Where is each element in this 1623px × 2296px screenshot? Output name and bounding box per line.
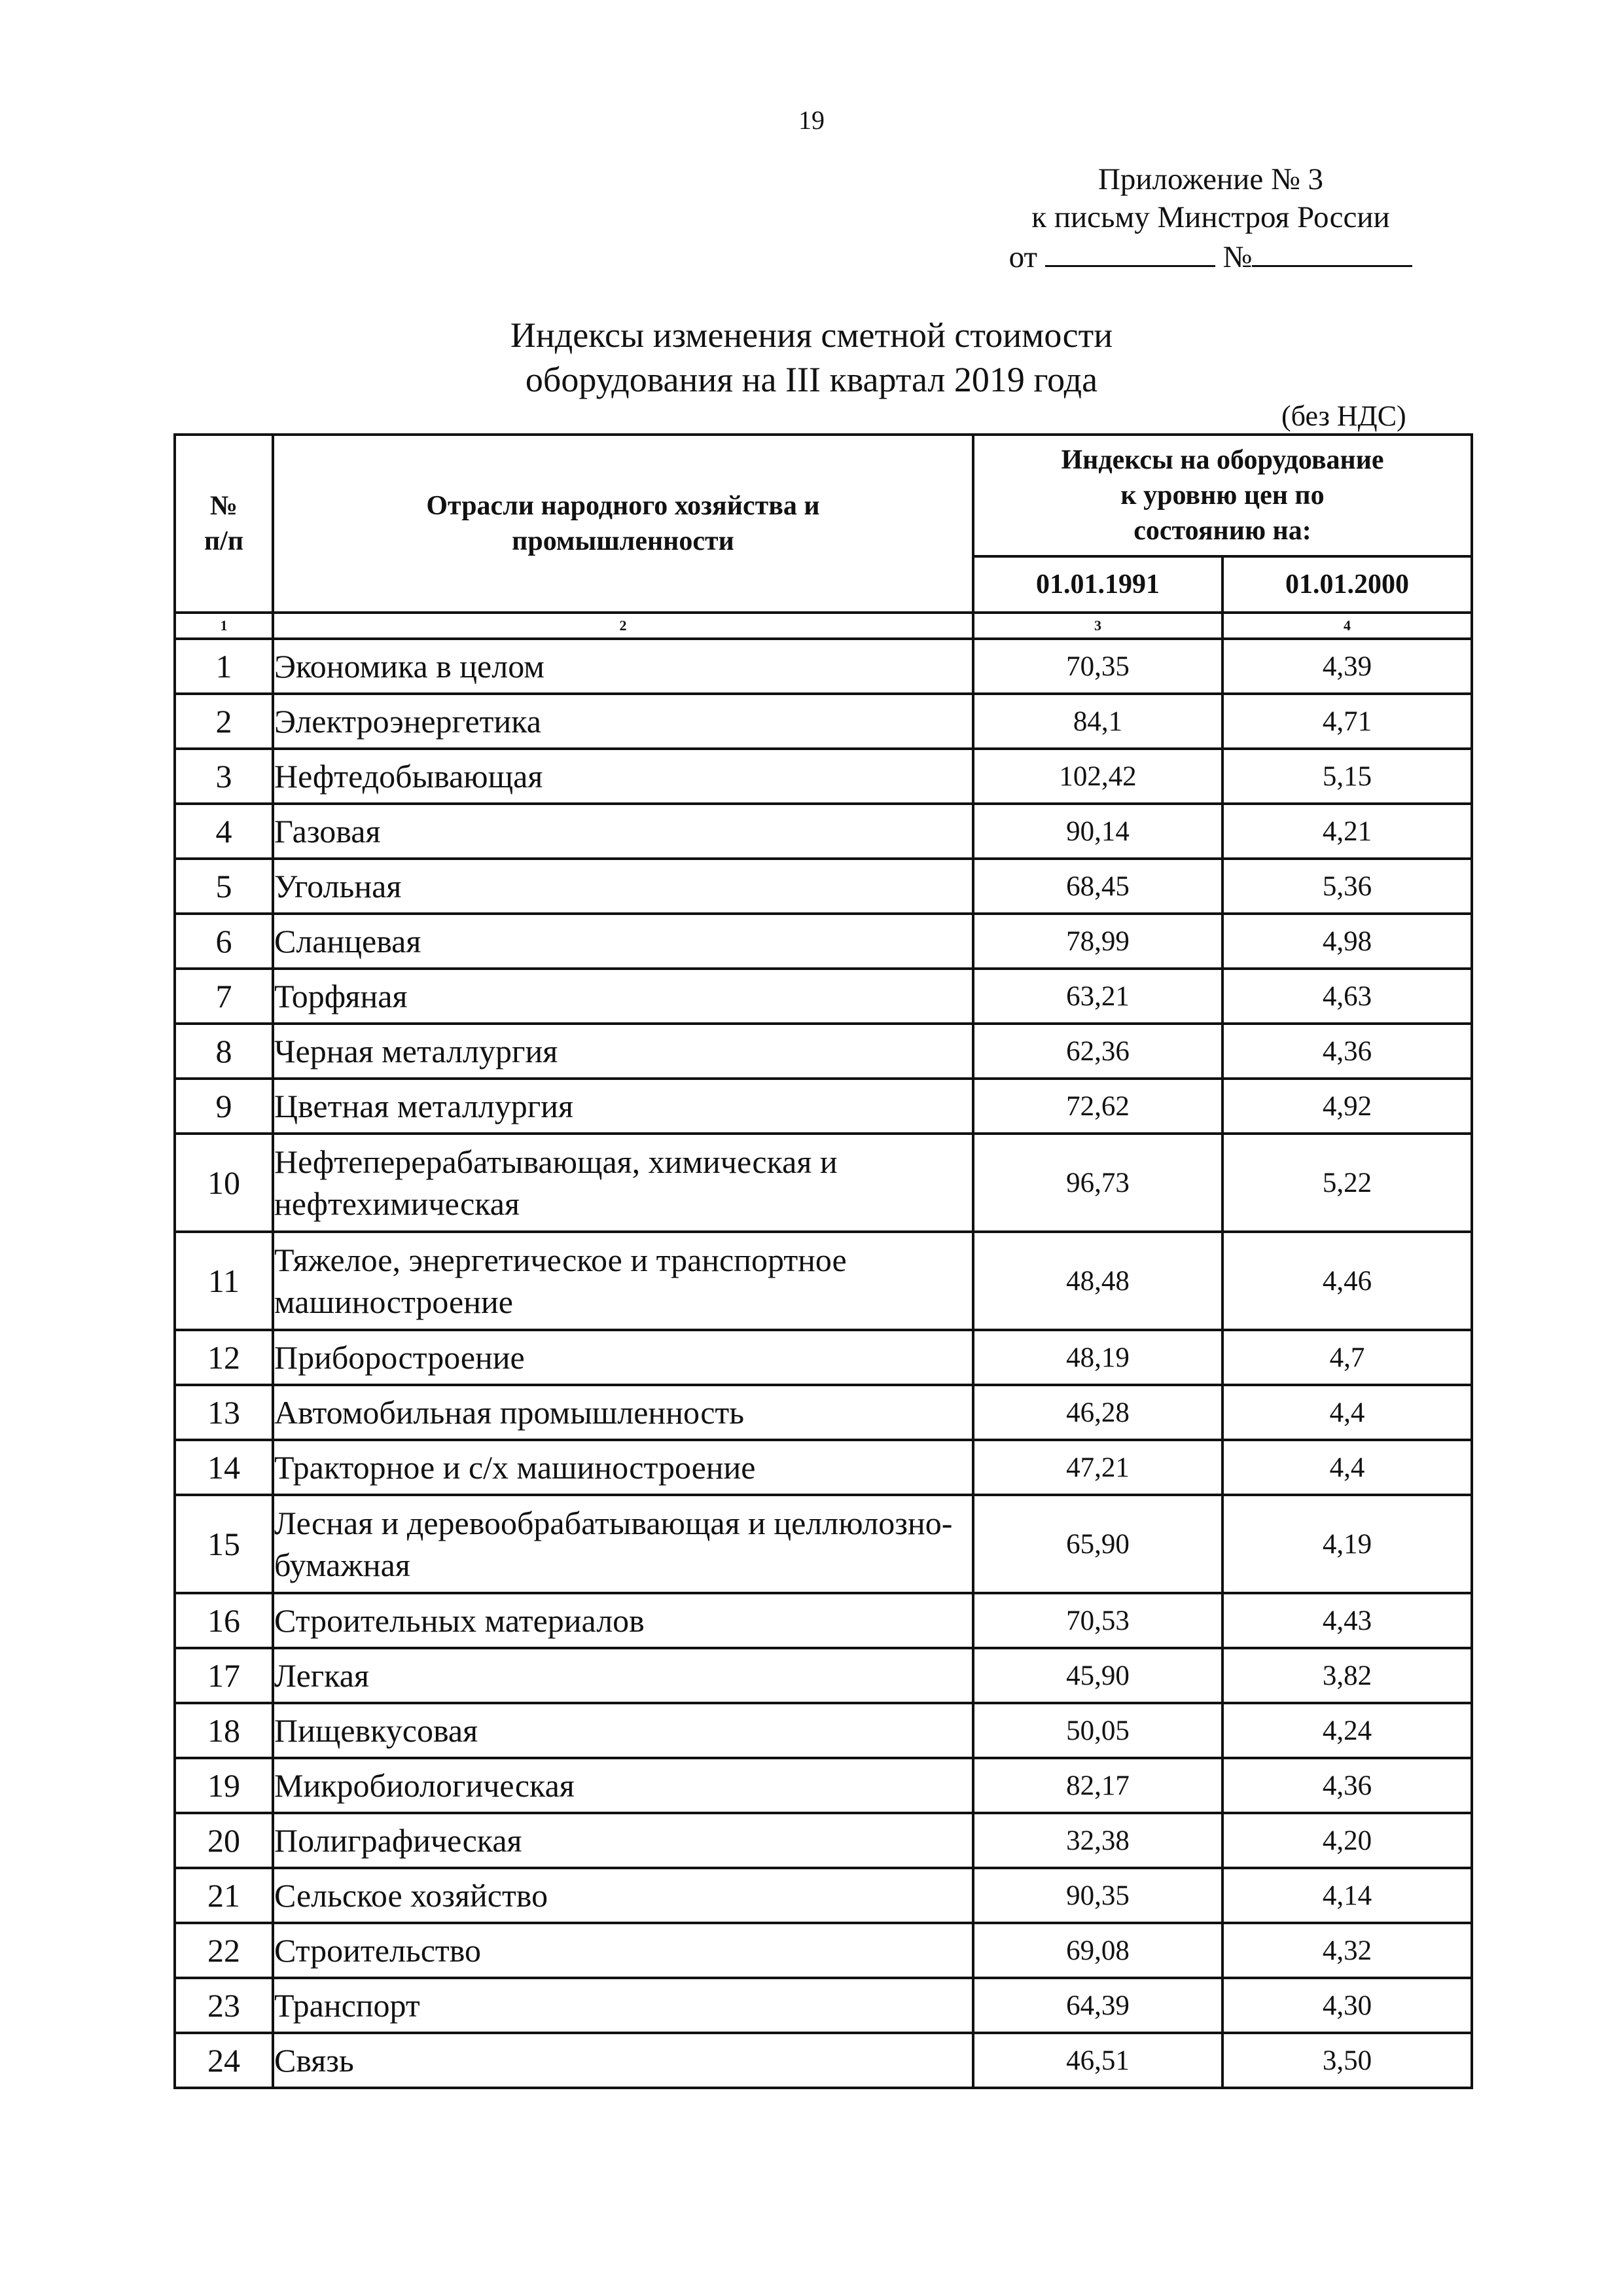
- index-2000-cell: 4,92: [1222, 1079, 1472, 1134]
- sector-name-cell: Строительство: [273, 1923, 973, 1978]
- row-number-cell: 12: [175, 1330, 273, 1385]
- sector-name-cell: Черная металлургия: [273, 1024, 973, 1079]
- index-2000-cell: 5,36: [1222, 859, 1472, 914]
- header-col-num: № п/п: [175, 435, 273, 613]
- table-row: [175, 804, 1472, 859]
- page-number: 19: [798, 105, 825, 135]
- table-body: [175, 639, 1472, 2088]
- index-2000-cell: 4,7: [1222, 1330, 1472, 1385]
- index-2000-cell: 3,82: [1222, 1648, 1472, 1703]
- table-row: [175, 1868, 1472, 1923]
- index-1991-cell: 48,19: [973, 1330, 1222, 1385]
- row-number-cell: 21: [175, 1868, 273, 1923]
- index-1991-cell: 70,35: [973, 639, 1222, 694]
- index-1991-cell: 90,14: [973, 804, 1222, 859]
- index-2000-cell: 4,43: [1222, 1593, 1472, 1648]
- index-2000-cell: 4,36: [1222, 1758, 1472, 1813]
- appendix-date-number-line: [916, 236, 1505, 276]
- index-1991-cell: 70,53: [973, 1593, 1222, 1648]
- row-number-cell: 10: [175, 1134, 273, 1232]
- index-1991-cell: 82,17: [973, 1758, 1222, 1813]
- index-2000-cell: 4,4: [1222, 1385, 1472, 1440]
- header-date-1991: 01.01.1991: [973, 556, 1222, 613]
- index-1991-cell: 64,39: [973, 1978, 1222, 2033]
- appendix-line-1: Приложение № 3: [1097, 162, 1324, 196]
- sector-name-cell: Нефтедобывающая: [273, 749, 973, 804]
- index-1991-cell: 46,28: [973, 1385, 1222, 1440]
- row-number-cell: 2: [175, 694, 273, 749]
- row-number-cell: 3: [175, 749, 273, 804]
- index-1991-cell: 78,99: [973, 914, 1222, 969]
- table-row: [175, 1758, 1472, 1813]
- index-2000-cell: 4,4: [1222, 1440, 1472, 1495]
- table-row: [175, 749, 1472, 804]
- header-col-sector: Отрасли народного хозяйства и промышленности: [273, 435, 973, 613]
- document-title: [0, 313, 1623, 402]
- row-number-cell: 17: [175, 1648, 273, 1703]
- index-2000-cell: 4,19: [1222, 1495, 1472, 1593]
- sector-name-cell: Цветная металлургия: [273, 1079, 973, 1134]
- table-row: [175, 914, 1472, 969]
- row-number-cell: 13: [175, 1385, 273, 1440]
- sector-name-cell: Микробиологическая: [273, 1758, 973, 1813]
- column-number: 4: [1222, 613, 1472, 639]
- appendix-reference: [916, 160, 1505, 276]
- column-number: 3: [973, 613, 1222, 639]
- sector-name-cell: Газовая: [273, 804, 973, 859]
- sector-name-cell: Экономика в целом: [273, 639, 973, 694]
- sector-name-cell: Тракторное и с/х машиностроение: [273, 1440, 973, 1495]
- row-number-cell: 1: [175, 639, 273, 694]
- vat-note: (без НДС): [1281, 400, 1406, 432]
- index-1991-cell: 63,21: [973, 969, 1222, 1024]
- index-1991-cell: 47,21: [973, 1440, 1222, 1495]
- index-1991-cell: 72,62: [973, 1079, 1222, 1134]
- row-number-cell: 9: [175, 1079, 273, 1134]
- sector-name-cell: Полиграфическая: [273, 1813, 973, 1868]
- title-line-2: оборудования на III квартал 2019 года: [525, 360, 1098, 399]
- column-number: 2: [273, 613, 973, 639]
- index-2000-cell: 4,36: [1222, 1024, 1472, 1079]
- table-row: [175, 639, 1472, 694]
- from-label: от: [1008, 240, 1038, 274]
- table-row: [175, 859, 1472, 914]
- row-number-cell: 5: [175, 859, 273, 914]
- index-1991-cell: 68,45: [973, 859, 1222, 914]
- sector-name-cell: Приборостроение: [273, 1330, 973, 1385]
- row-number-cell: 11: [175, 1232, 273, 1330]
- row-number-cell: 8: [175, 1024, 273, 1079]
- table-row: [175, 1978, 1472, 2033]
- index-1991-cell: 48,48: [973, 1232, 1222, 1330]
- table-row: [175, 1079, 1472, 1134]
- sector-name-cell: Тяжелое, энергетическое и транспортное машиностроение: [273, 1232, 973, 1330]
- sector-name-cell: Строительных материалов: [273, 1593, 973, 1648]
- index-2000-cell: 5,15: [1222, 749, 1472, 804]
- table-row: [175, 1703, 1472, 1758]
- table-row: [175, 1440, 1472, 1495]
- sector-name-cell: Торфяная: [273, 969, 973, 1024]
- index-2000-cell: 4,20: [1222, 1813, 1472, 1868]
- row-number-cell: 4: [175, 804, 273, 859]
- sector-name-cell: Угольная: [273, 859, 973, 914]
- index-1991-cell: 50,05: [973, 1703, 1222, 1758]
- index-2000-cell: 4,63: [1222, 969, 1472, 1024]
- index-2000-cell: 4,30: [1222, 1978, 1472, 2033]
- index-2000-cell: 4,24: [1222, 1703, 1472, 1758]
- date-blank: [1045, 236, 1215, 267]
- index-2000-cell: 3,50: [1222, 2033, 1472, 2088]
- sector-name-cell: Транспорт: [273, 1978, 973, 2033]
- table-row: [175, 1495, 1472, 1593]
- row-number-cell: 15: [175, 1495, 273, 1593]
- index-1991-cell: 102,42: [973, 749, 1222, 804]
- index-2000-cell: 4,21: [1222, 804, 1472, 859]
- table-row: [175, 1330, 1472, 1385]
- header-col-indices: Индексы на оборудование к уровню цен по состоянию на:: [973, 435, 1472, 556]
- appendix-line-2: к письму Минстроя России: [1031, 200, 1390, 234]
- title-line-1: Индексы изменения сметной стоимости: [510, 315, 1113, 355]
- index-2000-cell: 5,22: [1222, 1134, 1472, 1232]
- number-blank: [1252, 236, 1412, 267]
- index-1991-cell: 62,36: [973, 1024, 1222, 1079]
- row-number-cell: 20: [175, 1813, 273, 1868]
- table-row: [175, 1648, 1472, 1703]
- index-1991-cell: 84,1: [973, 694, 1222, 749]
- header-date-2000: 01.01.2000: [1222, 556, 1472, 613]
- row-number-cell: 7: [175, 969, 273, 1024]
- indices-table: [173, 433, 1473, 2089]
- table-row: [175, 694, 1472, 749]
- index-1991-cell: 45,90: [973, 1648, 1222, 1703]
- index-2000-cell: 4,98: [1222, 914, 1472, 969]
- column-number: 1: [175, 613, 273, 639]
- index-1991-cell: 96,73: [973, 1134, 1222, 1232]
- table-row: [175, 969, 1472, 1024]
- index-1991-cell: 69,08: [973, 1923, 1222, 1978]
- sector-name-cell: Нефтеперерабатывающая, химическая и нефтехимическая: [273, 1134, 973, 1232]
- sector-name-cell: Сельское хозяйство: [273, 1868, 973, 1923]
- index-2000-cell: 4,39: [1222, 639, 1472, 694]
- index-1991-cell: 65,90: [973, 1495, 1222, 1593]
- index-2000-cell: 4,14: [1222, 1868, 1472, 1923]
- sector-name-cell: Автомобильная промышленность: [273, 1385, 973, 1440]
- sector-name-cell: Связь: [273, 2033, 973, 2088]
- sector-name-cell: Пищевкусовая: [273, 1703, 973, 1758]
- number-label: №: [1222, 240, 1253, 274]
- sector-name-cell: Легкая: [273, 1648, 973, 1703]
- table-row: [175, 1232, 1472, 1330]
- table-row: [175, 1813, 1472, 1868]
- index-2000-cell: 4,46: [1222, 1232, 1472, 1330]
- sector-name-cell: Лесная и деревообрабатывающая и целлюлозно-бумажная: [273, 1495, 973, 1593]
- index-2000-cell: 4,32: [1222, 1923, 1472, 1978]
- row-number-cell: 22: [175, 1923, 273, 1978]
- row-number-cell: 14: [175, 1440, 273, 1495]
- row-number-cell: 6: [175, 914, 273, 969]
- index-2000-cell: 4,71: [1222, 694, 1472, 749]
- sector-name-cell: Электроэнергетика: [273, 694, 973, 749]
- sector-name-cell: Сланцевая: [273, 914, 973, 969]
- row-number-cell: 16: [175, 1593, 273, 1648]
- table-row: [175, 1923, 1472, 1978]
- table-row: [175, 1385, 1472, 1440]
- row-number-cell: 18: [175, 1703, 273, 1758]
- row-number-cell: 23: [175, 1978, 273, 2033]
- table-row: [175, 2033, 1472, 2088]
- row-number-cell: 24: [175, 2033, 273, 2088]
- index-1991-cell: 46,51: [973, 2033, 1222, 2088]
- index-1991-cell: 32,38: [973, 1813, 1222, 1868]
- table-row: [175, 1593, 1472, 1648]
- table-row: [175, 1024, 1472, 1079]
- row-number-cell: 19: [175, 1758, 273, 1813]
- index-1991-cell: 90,35: [973, 1868, 1222, 1923]
- table-row: [175, 1134, 1472, 1232]
